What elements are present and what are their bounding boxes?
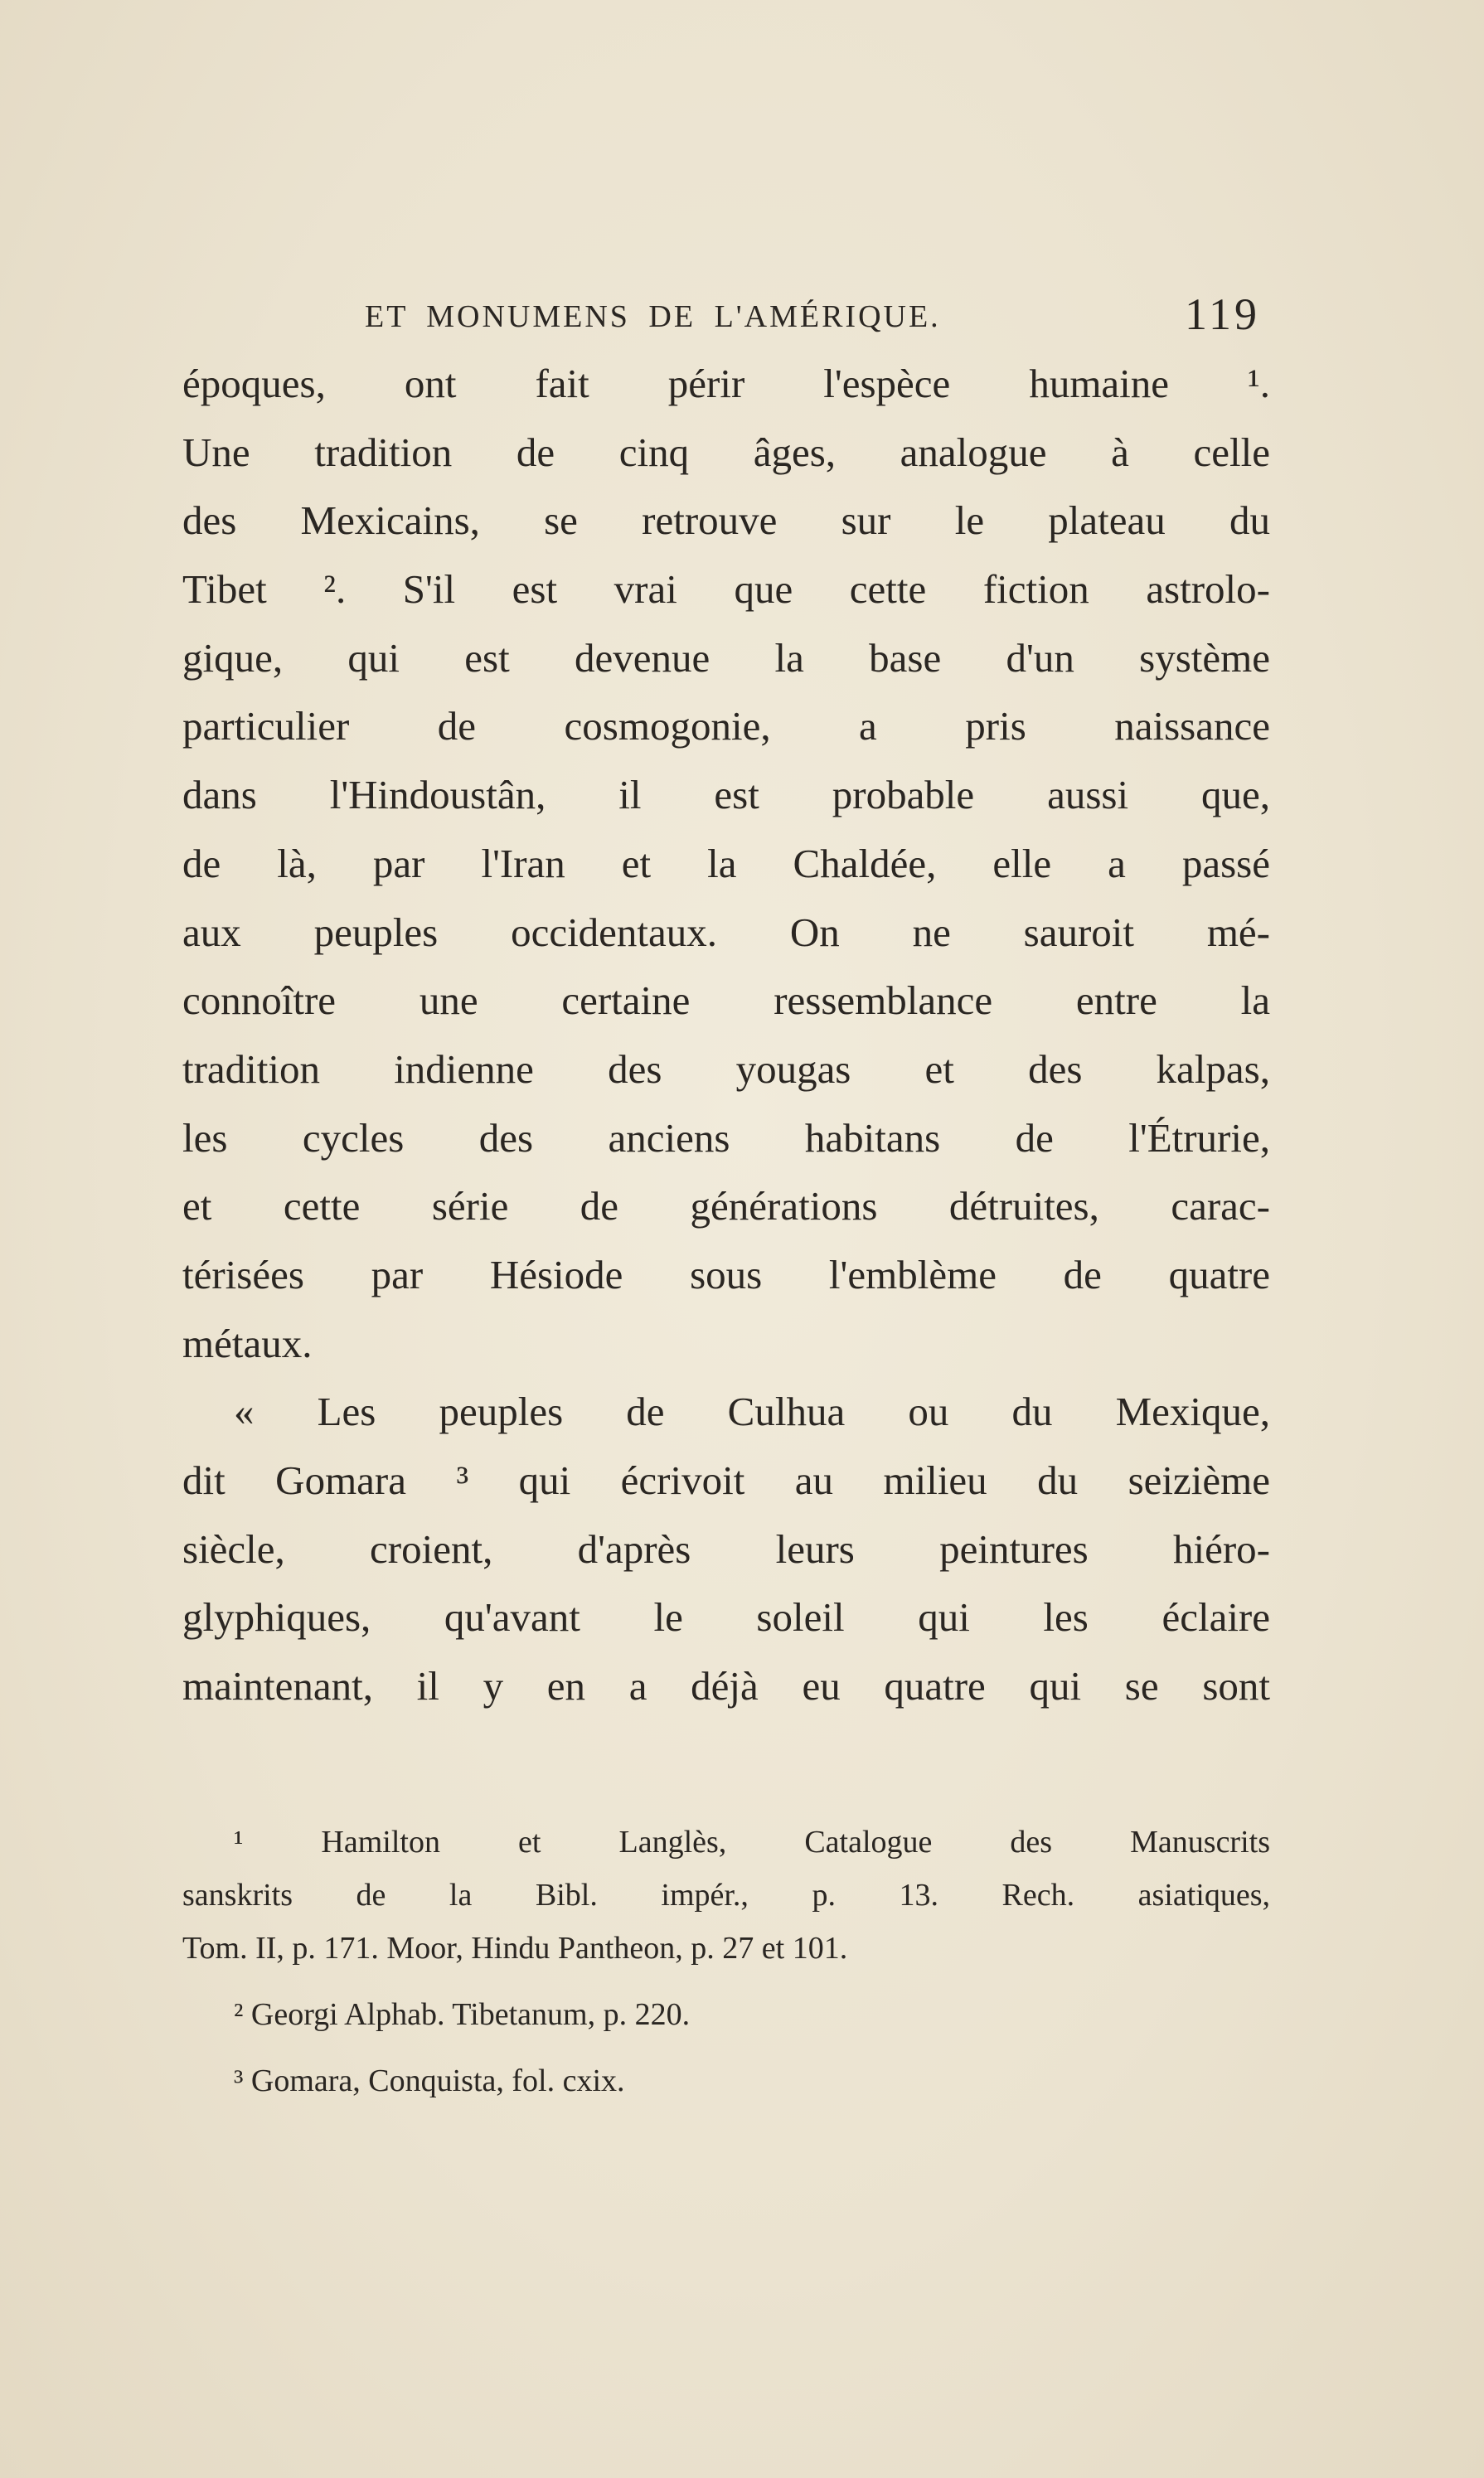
text-line: « Les peuples de Culhua ou du Mexique, <box>234 1389 1270 1435</box>
text-line: aux peuples occidentaux. On ne sauroit mé- <box>182 909 1270 955</box>
running-title: ET MONUMENS DE L'AMÉRIQUE. <box>365 299 941 334</box>
text-line: connoître une certaine ressemblance entre la <box>182 977 1270 1024</box>
text-line: de là, par l'Iran et la Chaldée, elle a passé <box>182 840 1270 886</box>
text-line: tradition indienne des yougas et des kalpas, <box>182 1045 1270 1092</box>
text-line: térisées par Hésiode sous l'emblème de quatre <box>182 1251 1270 1297</box>
text-line: des Mexicains, se retrouve sur le plateau du <box>182 497 1270 544</box>
footnotes <box>182 1816 1270 2107</box>
footnote-1-line: sanskrits de la Bibl. impér., p. 13. Rech. asiatiques, <box>182 1878 1270 1913</box>
text-line: métaux. <box>182 1320 313 1366</box>
page-number: 119 <box>1185 289 1260 339</box>
text-line: maintenant, il y en a déjà eu quatre qui se sont <box>182 1663 1270 1709</box>
text-line: particulier de cosmogonie, a pris naissance <box>182 703 1270 749</box>
text-line: gique, qui est devenue la base d'un système <box>182 634 1270 681</box>
text-line: dit Gomara ³ qui écrivoit au milieu du seizième <box>182 1457 1270 1503</box>
text-line: siècle, croient, d'après leurs peintures hiéro- <box>182 1525 1270 1572</box>
text-line: glyphiques, qu'avant le soleil qui les éclaire <box>182 1594 1270 1641</box>
footnote-1-line: ¹ Hamilton et Langlès, Catalogue des Manuscrits <box>234 1825 1270 1860</box>
text-line: et cette série de générations détruites, carac- <box>182 1183 1270 1229</box>
text-line: Tibet ². S'il est vrai que cette fiction astrolo- <box>182 566 1270 613</box>
text-line: époques, ont fait périr l'espèce humaine ¹. <box>182 361 1270 406</box>
text-line: les cycles des anciens habitans de l'Étrurie, <box>182 1114 1270 1161</box>
footnote-3: ³ Gomara, Conquista, fol. cxix. <box>234 2063 625 2098</box>
footnote-1-line: Tom. II, p. 171. Moor, Hindu Pantheon, p. 27 et 101. <box>182 1931 848 1966</box>
text-line: dans l'Hindoustân, il est probable aussi que, <box>182 772 1270 818</box>
text-line: Une tradition de cinq âges, analogue à celle <box>182 429 1270 475</box>
footnote-2: ² Georgi Alphab. Tibetanum, p. 220. <box>234 1997 691 2032</box>
body-text <box>182 350 1270 1721</box>
